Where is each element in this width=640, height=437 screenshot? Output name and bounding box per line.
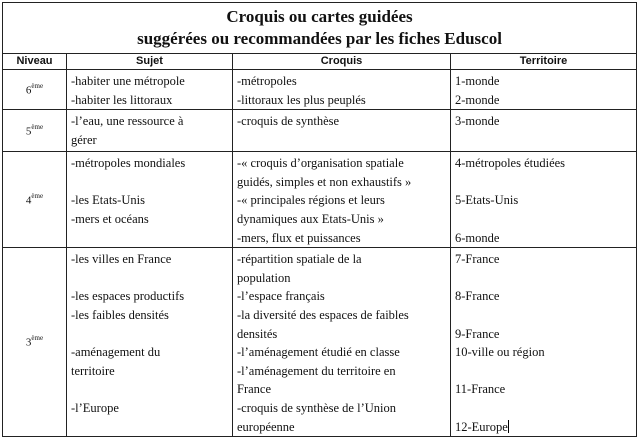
niveau-suffix: ème xyxy=(31,334,44,343)
niveau-suffix: ème xyxy=(31,81,44,90)
sujet-line: -aménagement du xyxy=(71,345,161,360)
croquis-line: -l’espace français xyxy=(237,289,325,304)
territoire-line xyxy=(455,269,636,288)
sujet-line: -habiter une métropole xyxy=(71,74,185,88)
header-territoire: Territoire xyxy=(451,54,637,70)
sujet-line: -mers et océans xyxy=(71,211,149,226)
territoire-line: 11-France xyxy=(455,382,506,397)
table-row xyxy=(3,110,637,152)
niveau-cell xyxy=(3,248,67,437)
table-row xyxy=(3,152,637,248)
niveau-suffix: ème xyxy=(31,191,44,200)
sujet-line xyxy=(71,269,232,288)
sujet-line: -l’Europe xyxy=(71,400,119,415)
territoire-line: 4-métropoles étudiées xyxy=(455,156,566,171)
croquis-line: -l’aménagement étudié en classe xyxy=(237,345,400,360)
niveau-number: 3 xyxy=(25,336,32,349)
territoire-line xyxy=(455,362,636,381)
sujet-line: -les Etats-Unis xyxy=(71,193,145,208)
croquis-line: européenne xyxy=(237,419,295,434)
croquis-line: densités xyxy=(237,326,278,341)
territoire-line: 8-France xyxy=(455,289,500,304)
sujet-line: -les faibles densités xyxy=(71,307,169,322)
croquis-line: -répartition spatiale de la xyxy=(237,252,362,267)
territoire-line xyxy=(455,173,636,192)
title-line-1: Croquis ou cartes guidées xyxy=(226,7,413,26)
sujet-line: -habiter les littoraux xyxy=(71,92,173,107)
sujet-cell xyxy=(67,70,233,110)
croquis-line: population xyxy=(237,270,291,285)
table-title xyxy=(3,3,637,54)
croquis-line: -mers, flux et puissances xyxy=(237,230,361,245)
sujet-line: gérer xyxy=(71,132,97,147)
territoire-cell xyxy=(451,70,637,110)
croquis-line: -croquis de synthèse de l’Union xyxy=(237,400,396,415)
sujet-line: -les villes en France xyxy=(71,252,172,267)
territoire-cell xyxy=(451,110,637,152)
croquis-line: -l’aménagement du territoire en xyxy=(237,363,396,378)
sujet-cell xyxy=(67,248,233,437)
header-sujet: Sujet xyxy=(67,54,233,70)
territoire-line: 6-monde xyxy=(455,230,500,245)
territoire-line: 7-France xyxy=(455,252,500,267)
sujet-cell xyxy=(67,152,233,248)
territoire-line: 10-ville ou région xyxy=(455,345,545,360)
header-niveau: Niveau xyxy=(3,54,67,70)
territoire-line: 5-Etats-Unis xyxy=(455,193,519,208)
sujet-line: -l’eau, une ressource à xyxy=(71,114,184,129)
table-row xyxy=(3,248,637,437)
niveau-cell xyxy=(3,70,67,110)
croquis-cell xyxy=(233,110,451,152)
document-page xyxy=(2,2,638,434)
text-cursor xyxy=(508,420,509,433)
croquis-cell xyxy=(233,248,451,437)
title-line-2: suggérées ou recommandées par les fiches Eduscol xyxy=(137,29,502,48)
territoire-line xyxy=(455,399,636,418)
croquis-cell xyxy=(233,152,451,248)
croquis-line: -« principales régions et leurs xyxy=(237,193,385,208)
niveau-cell xyxy=(3,110,67,152)
niveau-number: 4 xyxy=(25,194,32,207)
croquis-line: -« croquis d’organisation spatiale xyxy=(237,156,404,171)
table-row xyxy=(3,70,637,110)
croquis-table xyxy=(2,2,637,437)
sujet-line: -les espaces productifs xyxy=(71,289,185,304)
croquis-cell xyxy=(233,70,451,110)
niveau-number: 6 xyxy=(25,84,32,97)
sujet-line: territoire xyxy=(71,363,115,378)
croquis-line: guidés, simples et non exhaustifs » xyxy=(237,174,412,189)
territoire-line: 3-monde xyxy=(455,114,500,129)
sujet-cell xyxy=(67,110,233,152)
territoire-cell xyxy=(451,152,637,248)
territoire-line: 12-Europe xyxy=(455,419,508,434)
croquis-line: -la diversité des espaces de faibles xyxy=(237,307,409,322)
niveau-number: 5 xyxy=(25,125,32,138)
sujet-line xyxy=(71,380,232,399)
croquis-line: -littoraux les plus peuplés xyxy=(237,92,366,107)
sujet-line xyxy=(71,173,232,192)
croquis-line: -métropoles xyxy=(237,74,297,88)
header-row xyxy=(3,54,637,70)
territoire-line xyxy=(455,210,636,229)
croquis-line: France xyxy=(237,382,272,397)
sujet-line: -métropoles mondiales xyxy=(71,156,186,171)
header-croquis: Croquis xyxy=(233,54,451,70)
territoire-line: 1-monde xyxy=(455,74,500,88)
croquis-line: dynamiques aux Etats-Unis » xyxy=(237,211,384,226)
territoire-line: 9-France xyxy=(455,326,500,341)
territoire-line: 2-monde xyxy=(455,92,500,107)
croquis-line: -croquis de synthèse xyxy=(237,114,340,129)
niveau-cell xyxy=(3,152,67,248)
niveau-suffix: ème xyxy=(31,122,44,131)
sujet-line xyxy=(71,325,232,344)
territoire-cell xyxy=(451,248,637,437)
territoire-line xyxy=(455,306,636,325)
